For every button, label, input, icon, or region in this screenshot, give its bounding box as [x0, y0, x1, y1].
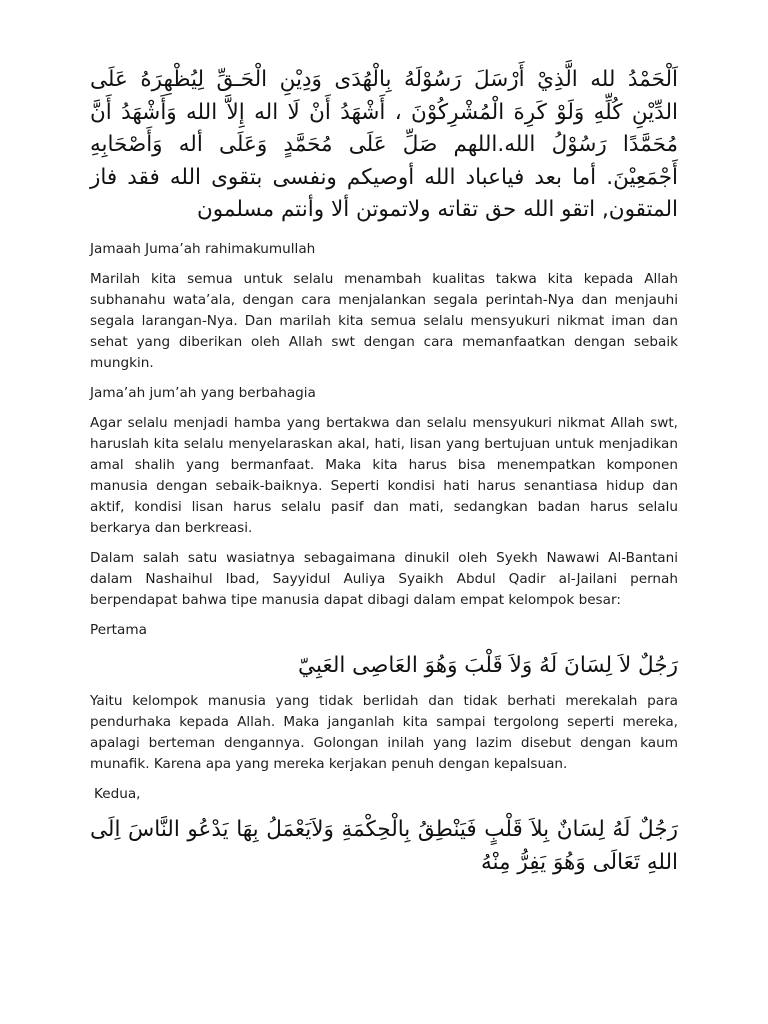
greeting-jamaah-berbahagia: Jama’ah jum’ah yang berbahagia: [90, 384, 316, 401]
paragraph-hamba: Agar selalu menjadi hamba yang bertakwa dan selalu mensyukuri nikmat Allah swt, haruslah kita selalu menyelaraskan akal, hati, lisan yang bertujuan untuk menjadikan amal shalih yang bermanfaat. Maka kita harus bisa menempatkan komponen manusia dengan sebaik-baiknya. Seperti kondisi hati harus senantiasa hidup dan aktif, kondisi lisan harus selalu pasif dan mati, sedangkan badan harus selalu berkarya dan berkreasi.: [90, 414, 678, 536]
opening-arabic-text: اَلْحَمْدُ لله الَّذِيْ أَرْسَلَ رَسُوْلَهُ بِالْهُدَى وَدِيْنِ الْحَـقِّ لِيُظْهِرَهُ عَلَى الدِّيْنِ كُلِّهِ وَلَوْ كَرِهَ الْمُشْرِكُوْنَ ، أَشْهَدُ أَنْ لَا اله إِلاَّ الله وَأَشْهَدُ أَنَّ مُحَمَّدًا رَسُوْلُ الله.اللهم صَلِّ عَلَى مُحَمَّدٍ وَعَلَى أله وَأَصْحَابِهِ أَجْمَعِيْنَ. أما بعد فياعباد الله أوصيكم ونفسى بتقوى الله فقد فاز المتقون, اتقو الله حق تقاته ولاتموتن ألا وأنتم مسلمون: [90, 67, 678, 222]
section-label-pertama: Pertama: [90, 621, 147, 638]
section-label-kedua: Kedua,: [94, 786, 141, 802]
greeting-jamaah: Jamaah Juma’ah rahimakumullah: [90, 240, 316, 257]
paragraph-takwa: Marilah kita semua untuk selalu menambah kualitas takwa kita kepada Allah subhanahu wata’ala, dengan cara menjalankan segala perintah-Nya dan menjauhi segala larangan-Nya. Dan marilah kita semua selalu mensyukuri nikmat iman dan sehat yang diberikan oleh Allah swt dengan cara memanfaatkan dengan sebaik mungkin.: [90, 270, 678, 371]
arabic-quote-pertama: رَجُلٌ لاَ لِسَانَ لَهُ وَلاَ قَلْبَ وَهُوَ العَاصِى العَبِيّ: [298, 652, 678, 678]
document-page: [90, 58, 678, 879]
paragraph-pertama-explanation: Yaitu kelompok manusia yang tidak berlidah dan tidak berhati merekalah para pendurhaka kepada Allah. Maka janganlah kita sampai tergolong seperti mereka, apalagi berteman dengannya. Golongan inilah yang lazim disebut dengan kaum munafik. Karena apa yang mereka kerjakan penuh dengan kepalsuan.: [90, 693, 678, 772]
paragraph-wasiat: Dalam salah satu wasiatnya sebagaimana dinukil oleh Syekh Nawawi Al-Bantani dalam Nashaihul Ibad, Sayyidul Auliya Syaikh Abdul Qadir al-Jailani pernah berpendapat bahwa tipe manusia dapat dibagi dalam empat kelompok besar:: [90, 549, 678, 608]
arabic-quote-kedua: رَجُلٌ لَهُ لِسَانٌ بِلاَ قَلْبٍ فَيَنْطِقُ بِالْحِكْمَةِ وَلاَيَعْمَلُ بِهَا يَدْعُو النَّاسَ اِلَى اللهِ تَعَالَى وَهُوَ يَفِرُّ مِنْهُ: [90, 817, 678, 875]
